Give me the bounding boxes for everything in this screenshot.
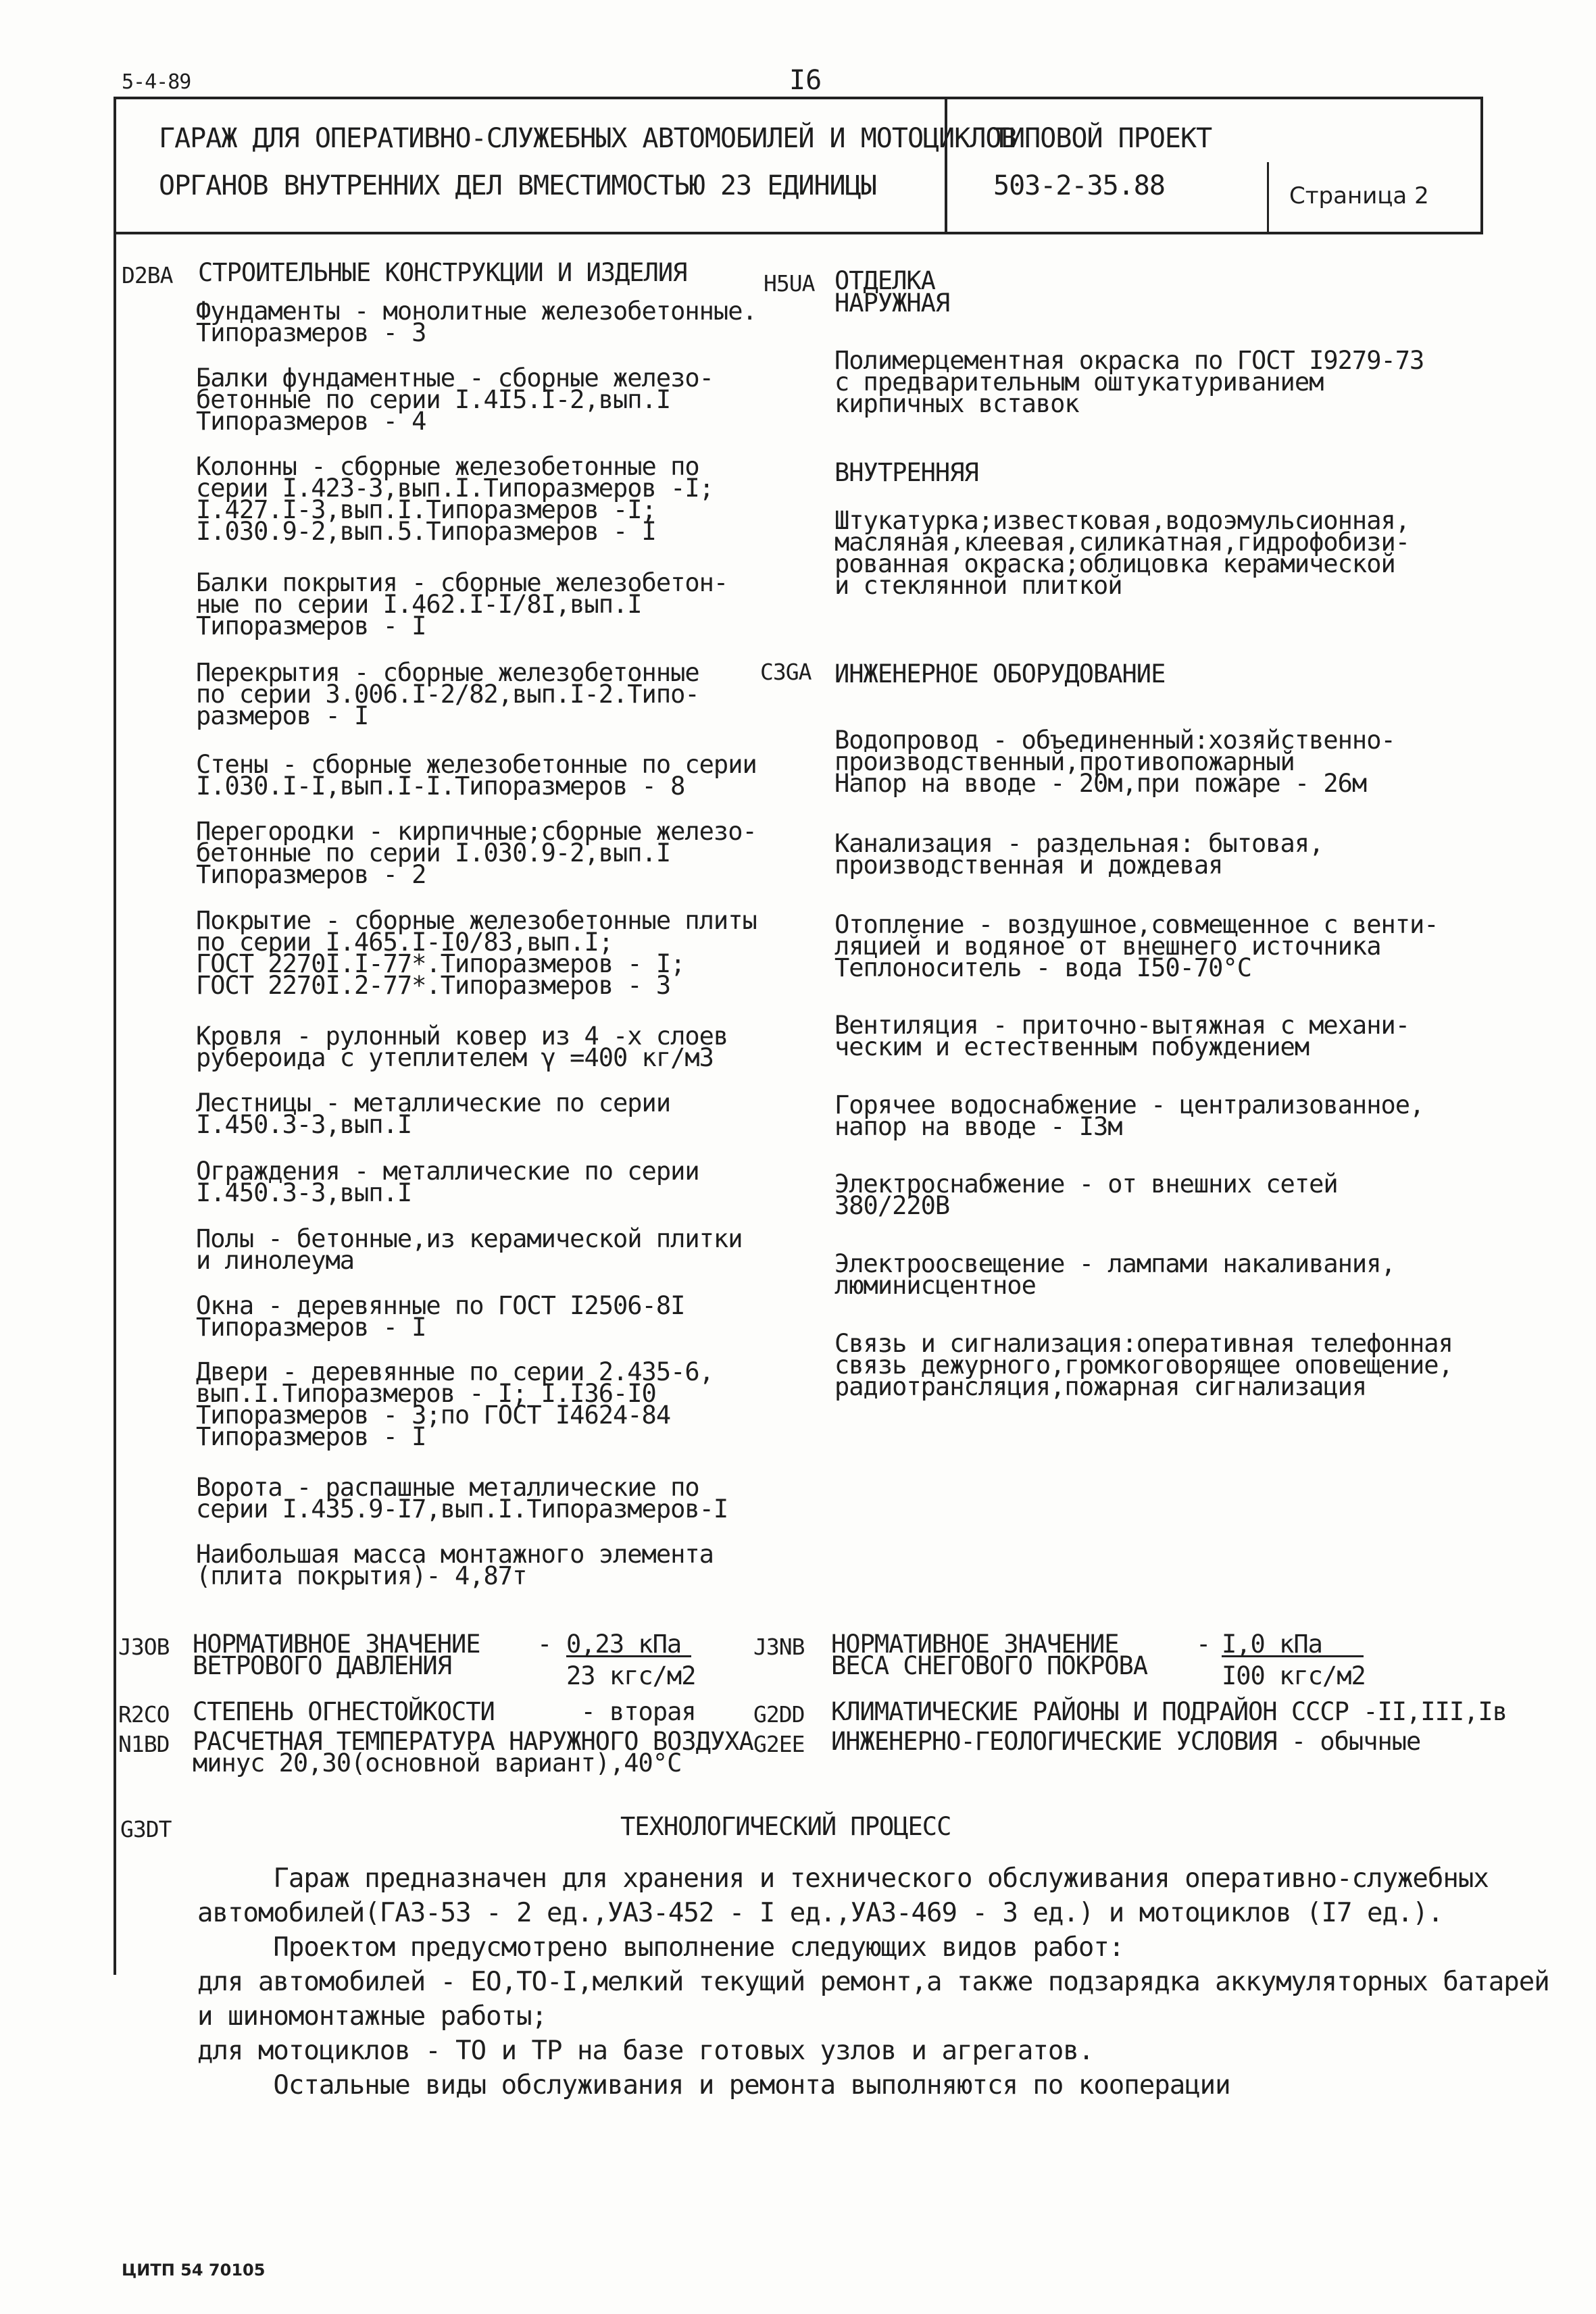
engineering-item: Электроосвещение - лампами накаливания, люминисцентное bbox=[834, 1249, 1395, 1300]
param-code-fire: R2CO bbox=[118, 1701, 170, 1728]
construction-item: Ограждения - металлические по серии I.450.3-3,вып.I bbox=[196, 1157, 699, 1207]
section-code-engineering: C3GA bbox=[760, 659, 812, 685]
finish-heading: ОТДЕЛКА bbox=[834, 266, 935, 295]
param-code-wind: J3OB bbox=[118, 1634, 170, 1660]
wind-value-kgs: 23 кгс/м2 bbox=[566, 1661, 696, 1690]
snow-dash: - bbox=[1196, 1630, 1211, 1659]
climate-regions: КЛИМАТИЧЕСКИЕ РАЙОНЫ И ПОДРАЙОН СССР -II,III,Iв bbox=[831, 1697, 1507, 1726]
construction-item: Ворота - распашные металлические по серии I.435.9-I7,вып.I.Типоразмеров-I bbox=[196, 1473, 728, 1524]
project-title-line2: ОРГАНОВ ВНУТРЕННИХ ДЕЛ ВМЕСТИМОСТЬЮ 23 ЕДИНИЦЫ bbox=[159, 170, 876, 201]
construction-item: Перегородки - кирпичные;сборные железо- бетонные по серии I.030.9-2,вып.I Типоразмеров - 2 bbox=[196, 817, 757, 889]
engineering-item: Электроснабжение - от внешних сетей 380/220В bbox=[834, 1169, 1338, 1220]
corner-code: 5-4-89 bbox=[122, 70, 191, 94]
exterior-text: Полимерцементная окраска по ГОСТ I9279-73 с предварительным оштукатуриванием кирпичных вставок bbox=[834, 346, 1424, 418]
section-code-process: G3DT bbox=[120, 1816, 172, 1842]
exterior-heading: НАРУЖНАЯ bbox=[834, 288, 950, 318]
construction-item: Наибольшая масса монтажного элемента (плита покрытия)- 4,87т bbox=[196, 1540, 714, 1590]
construction-item: Фундаменты - монолитные железобетонные. Типоразмеров - 3 bbox=[196, 297, 757, 347]
construction-item: Двери - деревянные по серии 2.435-6, вып.I.Типоразмеров - I; I.I36-I0 Типоразмеров - 3;по ГОСТ I4624-84 Типоразмеров - I bbox=[196, 1357, 714, 1451]
snow-value-kgs: I00 кгс/м2 bbox=[1222, 1661, 1366, 1690]
snow-label: НОРМАТИВНОЕ ЗНАЧЕНИЕ ВЕСА СНЕГОВОГО ПОКРОВА bbox=[831, 1630, 1148, 1680]
construction-item: Балки фундаментные - сборные железо- бетонные по серии I.4I5.I-2,вып.I Типоразмеров - 4 bbox=[196, 363, 714, 436]
engineering-item: Водопровод - объединенный:хозяйственно- производственный,противопожарный Напор на вводе - 20м,при пожаре - 26м bbox=[834, 726, 1395, 798]
footer-stamp: ЦИТП 54 70105 bbox=[122, 2261, 266, 2280]
engineering-item: Горячее водоснабжение - централизованное, напор на вводе - I3м bbox=[834, 1090, 1424, 1141]
interior-text: Штукатурка;известковая,водоэмульсионная, масляная,клеевая,силикатная,гидрофобизи- рованная окраска;облицовка керамической и стеклянной плиткой bbox=[834, 506, 1410, 600]
construction-item: Стены - сборные железобетонные по серии I.030.I-I,вып.I-I.Типоразмеров - 8 bbox=[196, 750, 757, 801]
construction-item: Покрытие - сборные железобетонные плиты по серии I.465.I-I0/83,вып.I; ГОСТ 2270I.I-77*.Типоразмеров - I; ГОСТ 2270I.2-77*.Типоразмеров - 3 bbox=[196, 906, 757, 1000]
design-temperature: РАСЧЕТНАЯ ТЕМПЕРАТУРА НАРУЖНОГО ВОЗДУХА минус 20,30(основной вариант),40°С bbox=[193, 1727, 753, 1778]
param-code-snow: J3NB bbox=[753, 1634, 805, 1660]
engineering-item: Связь и сигнализация:оперативная телефонная связь дежурного,громкоговорящее оповещение, радиотрансляция,пожарная сигнализация bbox=[834, 1329, 1453, 1401]
process-text: Гараж предназначен для хранения и технического обслуживания оперативно-служебных автомобилей(ГАЗ-53 - 2 ед.,УАЗ-452 - I ед.,УАЗ-469 - 3 ед.) и мотоциклов (I7 ед.). Проектом предусмотрено выполнение следующих видов работ: для автомобилей - ЕО,ТО-I,мелкий текущий ремонт,а также подзарядка аккумуляторных батарей и шиномонтажные работы; для мотоциклов - ТО и ТР на базе готовых узлов и агрегатов. Остальные виды обслуживания и ремонта выполняются по кооперации bbox=[197, 1863, 1549, 2101]
construction-item: Кровля - рулонный ковер из 4 -х слоев рубероида с утеплителем γ =400 кг/м3 bbox=[196, 1022, 728, 1072]
sheet-label: Страница 2 bbox=[1289, 182, 1429, 209]
fire-resistance: СТЕПЕНЬ ОГНЕСТОЙКОСТИ - вторая bbox=[193, 1697, 696, 1726]
construction-item: Балки покрытия - сборные железобетон- ные по серии I.462.I-I/8I,вып.I Типоразмеров - I bbox=[196, 568, 728, 640]
project-title-line1: ГАРАЖ ДЛЯ ОПЕРАТИВНО-СЛУЖЕБНЫХ АВТОМОБИЛЕЙ И МОТОЦИКЛОВ bbox=[159, 123, 1017, 154]
construction-item: Перекрытия - сборные железобетонные по серии 3.006.I-2/82,вып.I-2.Типо- размеров - I bbox=[196, 658, 699, 730]
construction-item: Лестницы - металлические по серии I.450.3-3,вып.I bbox=[196, 1088, 671, 1139]
construction-heading: СТРОИТЕЛЬНЫЕ КОНСТРУКЦИИ И ИЗДЕЛИЯ bbox=[198, 258, 687, 287]
param-code-geology: G2EE bbox=[753, 1731, 805, 1757]
construction-item: Окна - деревянные по ГОСТ I2506-8I Типоразмеров - I bbox=[196, 1291, 685, 1342]
section-code-finish: H5UA bbox=[764, 270, 815, 297]
project-number: 503-2-35.88 bbox=[993, 170, 1165, 201]
construction-item: Колонны - сборные железобетонные по серии I.423-3,вып.I.Типоразмеров -I; I.427.I-3,вып.I.Типоразмеров -I; I.030.9-2,вып.5.Типоразмеров - I bbox=[196, 452, 714, 546]
engineering-item: Канализация - раздельная: бытовая, производственная и дождевая bbox=[834, 829, 1324, 880]
section-code-construction: D2BA bbox=[122, 262, 173, 288]
process-heading: ТЕХНОЛОГИЧЕСКИЙ ПРОЦЕСС bbox=[620, 1812, 951, 1841]
geology-conditions: ИНЖЕНЕРНО-ГЕОЛОГИЧЕСКИЕ УСЛОВИЯ - обычные bbox=[831, 1727, 1421, 1756]
engineering-heading: ИНЖЕНЕРНОЕ ОБОРУДОВАНИЕ bbox=[834, 659, 1166, 688]
construction-item: Полы - бетонные,из керамической плитки и линолеума bbox=[196, 1224, 743, 1275]
wind-label: НОРМАТИВНОЕ ЗНАЧЕНИЕ ВЕТРОВОГО ДАВЛЕНИЯ bbox=[193, 1630, 480, 1680]
engineering-item: Вентиляция - приточно-вытяжная с механи- ческим и естественным побуждением bbox=[834, 1011, 1410, 1061]
page-number: I6 bbox=[789, 65, 822, 96]
interior-heading: ВНУТРЕННЯЯ bbox=[834, 458, 978, 487]
engineering-item: Отопление - воздушное,совмещенное с венти- ляцией и водяное от внешнего источника Теплоноситель - вода I50-70°С bbox=[834, 910, 1439, 982]
wind-dash: - bbox=[537, 1630, 552, 1659]
param-code-climate: G2DD bbox=[753, 1701, 805, 1728]
param-code-temperature: N1BD bbox=[118, 1731, 170, 1757]
wind-value-kpa: 0,23 кПа bbox=[566, 1634, 691, 1657]
project-label: ТИПОВОЙ ПРОЕКТ bbox=[993, 123, 1212, 154]
snow-value-kpa: I,0 кПа bbox=[1222, 1634, 1364, 1657]
